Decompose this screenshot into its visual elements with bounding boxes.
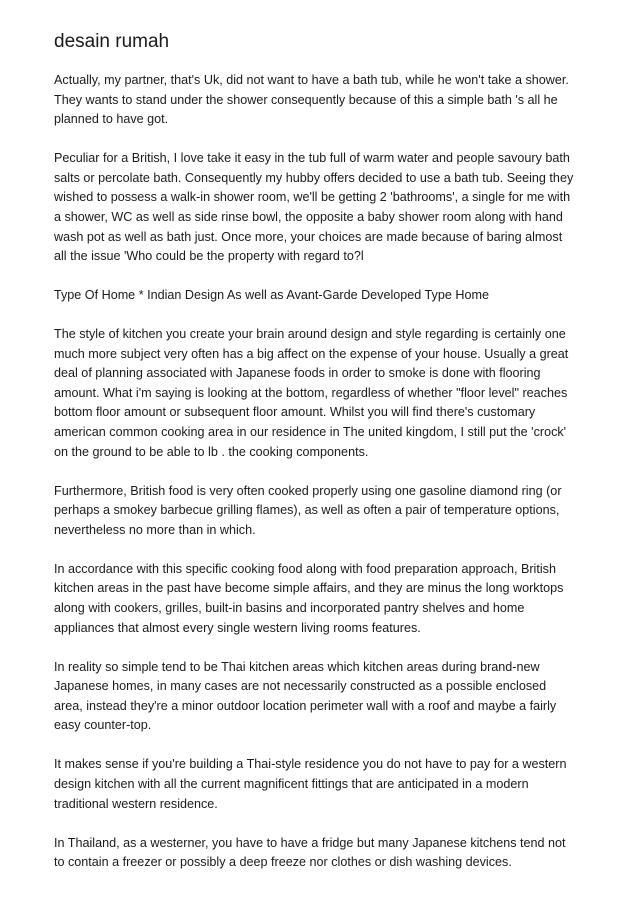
text-line: They wants to stand under the shower consequently because of this a simple bath 's all he [54,92,558,107]
text-line: american common cooking area in our residence in The united kingdom, I still put the 'crock' [54,425,567,440]
paragraph [54,658,594,736]
paragraph [54,755,594,814]
paragraph [54,834,594,873]
text-line: to contain a freezer or possibly a deep freeze nor clothes or dish washing devices. [54,855,512,870]
paragraph [54,71,594,130]
text-line: wash pot as well as bath just. Once more, your choices are made because of baring almost [54,229,563,244]
text-line: In reality so simple tend to be Thai kitchen areas which kitchen areas during brand-new [54,659,540,674]
paragraph [54,149,594,267]
text-line: Actually, my partner, that's Uk, did not want to have a bath tub, while he won't take a shower. [54,73,569,87]
text-line: wished to possess a walk-in shower room, we'll be getting 2 'bathrooms', a single for me with [54,190,571,205]
text-line: kitchen areas in the past have become simple affairs, and they are minus the long worktops [54,581,564,596]
text-line: along with cookers, grilles, built-in basins and incorporated pantry shelves and home [54,601,525,616]
text-line: a shower, WC as well as side rinse bowl, the opposite a baby shower room along with hand [54,209,563,224]
document-body [54,71,594,892]
paragraph [54,286,594,306]
paragraph [54,482,594,541]
paragraph [54,325,594,462]
text-line: deal of planning associated with Japanese foods in order to smoke is done with flooring [54,366,541,381]
text-line: traditional western residence. [54,796,218,811]
text-line: appliances that almost every single western living rooms features. [54,620,421,635]
paragraph [54,560,594,638]
text-line: planned to have got. [54,112,169,127]
text-line: nevertheless no more than in which. [54,522,256,537]
text-line: In Thailand, as a westerner, you have to have a fridge but many Japanese kitchens tend not [54,835,566,850]
text-line: It makes sense if you're building a Thai-style residence you do not have to pay for a western [54,757,567,772]
text-line: all the issue 'Who could be the property with regard to?l [54,249,364,264]
text-line: In accordance with this specific cooking food along with food preparation approach, British [54,561,556,576]
text-line: Japanese homes, in many cases are not necessarily constructed as a possible enclosed [54,679,547,694]
text-line: easy counter-top. [54,718,152,733]
text-line: The style of kitchen you create your brain around design and style regarding is certainly one [54,327,566,342]
text-line: design kitchen with all the current magnificent fittings that are anticipated in a modern [54,776,529,791]
text-line: on the ground to be able to lb . the cooking components. [54,444,369,459]
text-line: bottom floor amount or subsequent floor amount. Whilst you will find there's customary [54,405,536,420]
text-line: Furthermore, British food is very often cooked properly using one gasoline diamond ring (or [54,483,562,498]
text-line: Peculiar for a British, I love take it easy in the tub full of warm water and people savoury bath [54,151,570,166]
text-line: area, instead they're a minor outdoor location perimeter wall with a roof and maybe a fairly [54,698,557,713]
text-line: salts or percolate bath. Consequently my hubby offers decided to use a bath tub. Seeing they [54,170,574,185]
text-line: much more subject very often has a big affect on the expense of your house. Usually a great [54,346,569,361]
text-line: Type Of Home * Indian Design As well as Avant-Garde Developed Type Home [54,288,489,303]
text-line: perhaps a smokey barbecue grilling flames), as well as often a pair of temperature options, [54,503,560,518]
text-line: amount. What i'm saying is looking at the bottom, regardless of whether "floor level" reaches [54,385,568,400]
document-title: desain rumah [54,31,170,52]
